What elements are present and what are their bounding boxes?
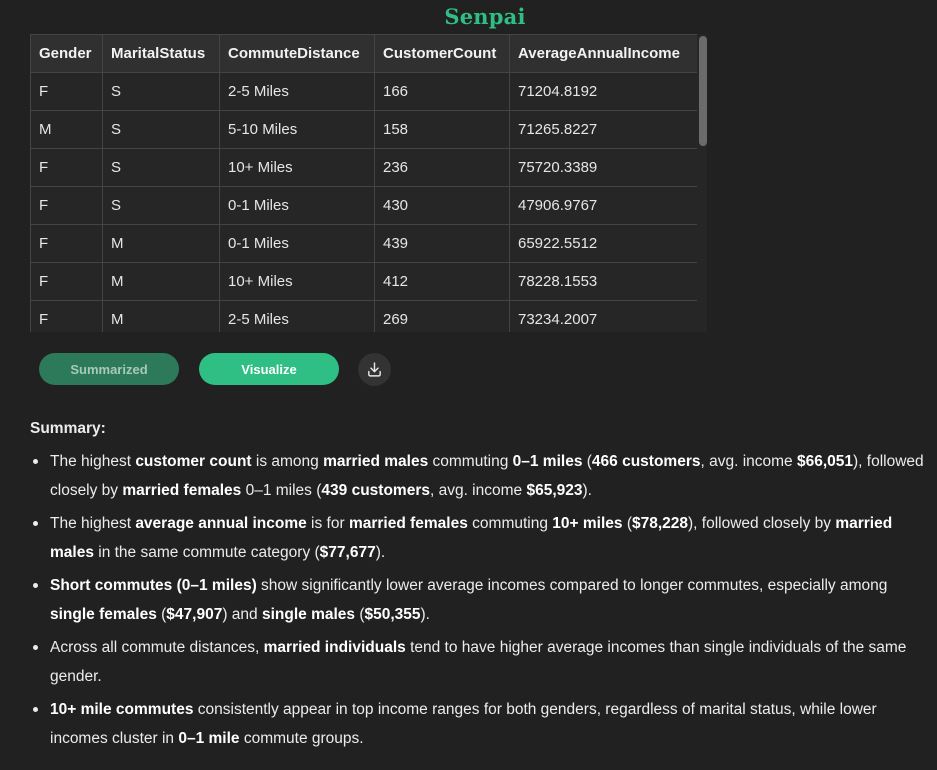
cell-commute-distance: 5-10 Miles (220, 111, 375, 149)
column-header-average-annual-income[interactable]: AverageAnnualIncome (510, 35, 698, 73)
table-row (31, 187, 698, 225)
summary-text: , avg. income (700, 453, 797, 470)
summary-text: commute groups. (239, 730, 364, 747)
summary-emphasis: 0–1 mile (178, 730, 240, 747)
summary-text: consistently appear in top income ranges for both genders, regardless of marital status, while lower incomes cluster in (50, 701, 877, 747)
summary-text: is for (306, 515, 349, 532)
summary-text: show significantly lower average incomes compared to longer commutes, especially among (256, 577, 888, 594)
cell-gender: M (31, 111, 103, 149)
cell-average-annual-income: 78228.1553 (510, 263, 698, 301)
cell-average-annual-income: 71265.8227 (510, 111, 698, 149)
summary-emphasis: average annual income (135, 515, 307, 532)
summary-emphasis: 10+ mile commutes (50, 701, 194, 718)
column-header-gender[interactable]: Gender (31, 35, 103, 73)
table-row (31, 73, 698, 111)
cell-gender: F (31, 187, 103, 225)
summary-emphasis: Short commutes (0–1 miles) (50, 577, 257, 594)
scrollbar-thumb[interactable] (699, 36, 707, 146)
summary-emphasis: married females (348, 515, 468, 532)
summary-heading: Summary: (30, 420, 106, 437)
summary-text: in the same commute category ( (93, 544, 320, 561)
cell-commute-distance: 10+ Miles (220, 149, 375, 187)
cell-average-annual-income: 65922.5512 (510, 225, 698, 263)
cell-customer-count: 166 (375, 73, 510, 111)
cell-gender: F (31, 225, 103, 263)
summary-text: ). (420, 606, 430, 623)
summary-emphasis: $47,907 (166, 606, 223, 623)
summary-text: The highest (50, 453, 136, 470)
column-header-commute-distance[interactable]: CommuteDistance (220, 35, 375, 73)
cell-commute-distance: 2-5 Miles (220, 301, 375, 333)
cell-customer-count: 412 (375, 263, 510, 301)
cell-commute-distance: 2-5 Miles (220, 73, 375, 111)
cell-customer-count: 439 (375, 225, 510, 263)
cell-customer-count: 430 (375, 187, 510, 225)
column-header-marital-status[interactable]: MaritalStatus (103, 35, 220, 73)
summary-bullet (30, 633, 935, 691)
cell-marital-status: S (103, 73, 220, 111)
summary-text: commuting (467, 515, 553, 532)
cell-marital-status: M (103, 263, 220, 301)
data-table (30, 34, 698, 332)
summary-emphasis: 0–1 miles (512, 453, 583, 470)
table-row (31, 263, 698, 301)
download-icon (366, 361, 383, 378)
summary-emphasis: 439 customers (321, 482, 430, 499)
cell-gender: F (31, 149, 103, 187)
summary-list (30, 447, 935, 753)
summary-emphasis: single males (261, 606, 356, 623)
summary-text: ) and (222, 606, 262, 623)
cell-commute-distance: 0-1 Miles (220, 187, 375, 225)
cell-customer-count: 269 (375, 301, 510, 333)
cell-average-annual-income: 47906.9767 (510, 187, 698, 225)
download-button[interactable] (358, 353, 391, 386)
summary-bullet (30, 509, 935, 567)
summary-text: ). (582, 482, 592, 499)
summary-emphasis: married males (50, 515, 893, 561)
summary-section (30, 414, 935, 757)
summary-text: ( (622, 515, 632, 532)
summary-emphasis: married individuals (263, 639, 406, 656)
table-row (31, 149, 698, 187)
summary-bullet (30, 447, 935, 505)
cell-marital-status: M (103, 225, 220, 263)
cell-commute-distance: 0-1 Miles (220, 225, 375, 263)
cell-gender: F (31, 73, 103, 111)
column-header-customer-count[interactable]: CustomerCount (375, 35, 510, 73)
summary-emphasis: single females (50, 606, 157, 623)
summary-text: commuting (428, 453, 513, 470)
summary-text: ( (156, 606, 167, 623)
summary-emphasis: $78,228 (631, 515, 689, 532)
summary-text: ), followed closely by (50, 453, 924, 499)
cell-customer-count: 236 (375, 149, 510, 187)
summary-text: is among (251, 453, 324, 470)
summary-text: The highest (50, 515, 136, 532)
cell-marital-status: S (103, 187, 220, 225)
app-title: Senpai (444, 4, 526, 29)
summary-emphasis: married females (122, 482, 242, 499)
summary-text: ( (582, 453, 592, 470)
summary-bullet (30, 571, 935, 629)
cell-average-annual-income: 71204.8192 (510, 73, 698, 111)
summary-text: Across all commute distances, (50, 639, 264, 656)
summary-text: tend to have higher average incomes than single individuals of the same gender. (50, 639, 907, 685)
table-row (31, 225, 698, 263)
summary-text: , avg. income (429, 482, 527, 499)
summary-emphasis: $77,677 (319, 544, 376, 561)
table-row (31, 301, 698, 333)
summary-emphasis: $50,355 (364, 606, 421, 623)
cell-marital-status: S (103, 111, 220, 149)
cell-average-annual-income: 73234.2007 (510, 301, 698, 333)
summary-emphasis: $65,923 (526, 482, 583, 499)
cell-customer-count: 158 (375, 111, 510, 149)
summary-emphasis: 466 customers (591, 453, 701, 470)
summary-emphasis: customer count (135, 453, 252, 470)
cell-commute-distance: 10+ Miles (220, 263, 375, 301)
summary-text: 0–1 miles ( (241, 482, 322, 499)
cell-gender: F (31, 301, 103, 333)
cell-marital-status: S (103, 149, 220, 187)
summarized-button[interactable]: Summarized (39, 353, 179, 385)
summary-text: ( (355, 606, 365, 623)
data-table-container[interactable] (30, 34, 707, 332)
visualize-button[interactable]: Visualize (199, 353, 339, 385)
table-row (31, 111, 698, 149)
table-scrollbar[interactable] (697, 34, 707, 332)
cell-marital-status: M (103, 301, 220, 333)
cell-average-annual-income: 75720.3389 (510, 149, 698, 187)
summary-emphasis: 10+ miles (552, 515, 623, 532)
cell-gender: F (31, 263, 103, 301)
summary-emphasis: $66,051 (796, 453, 854, 470)
summary-text: ). (375, 544, 386, 561)
table-header-row (31, 35, 698, 73)
summary-bullet (30, 695, 935, 753)
summary-emphasis: married males (323, 453, 429, 470)
summary-text: ), followed closely by (688, 515, 836, 532)
